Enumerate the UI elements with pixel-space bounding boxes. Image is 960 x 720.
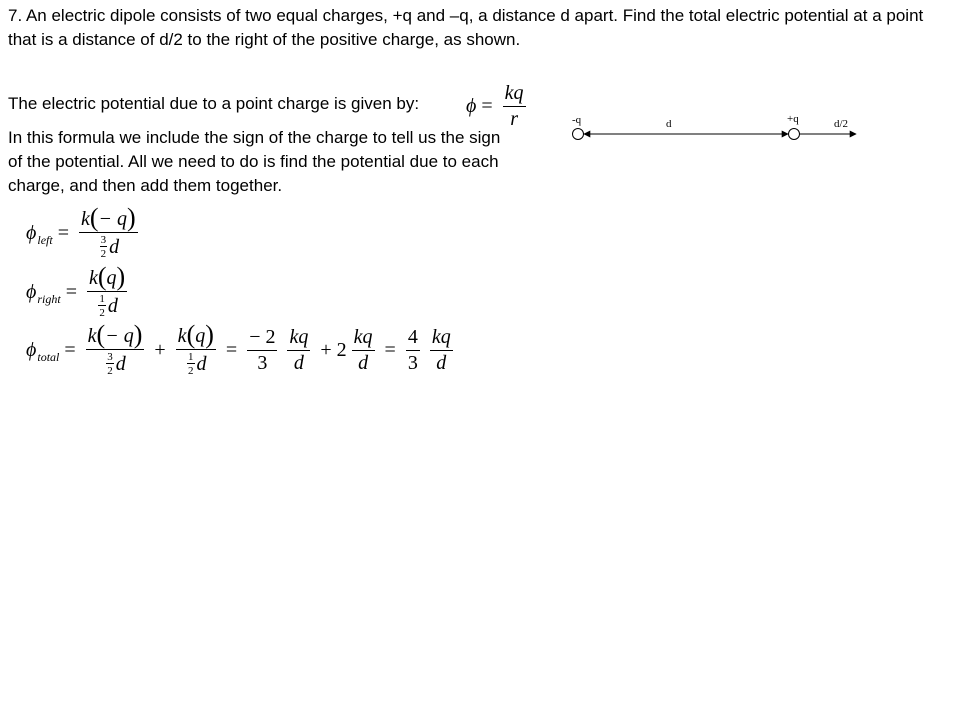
positive-charge-circle (789, 129, 800, 140)
fraction-numerator: k(− q) (80, 203, 136, 232)
phi-right-equation (26, 262, 132, 319)
fraction-numerator: k(− q) (87, 320, 143, 349)
positive-charge-label: +q (787, 113, 799, 125)
kq-over-r-fraction (503, 82, 526, 131)
distance-d-label: d (666, 118, 672, 130)
negative-charge-label: -q (572, 114, 582, 126)
fraction-numerator: kq (503, 82, 526, 107)
equals-sign: = (57, 222, 69, 244)
right-fraction (87, 262, 127, 319)
fraction-denominator: $\frac{3}{2}$ d (100, 234, 120, 260)
phi-symbol: ϕ (26, 281, 37, 303)
negative-charge-circle (573, 129, 584, 140)
fraction-denominator: r (510, 108, 518, 130)
equals-sign: = (64, 339, 76, 361)
point-charge-formula (466, 82, 531, 131)
phi-left-equation (26, 203, 143, 260)
minus-two-thirds: $\frac{- 2}{3}$ (249, 326, 276, 374)
left-fraction (79, 203, 138, 260)
fraction-denominator: $\frac{1}{2}$ d (188, 351, 207, 377)
total-term-right (176, 320, 216, 377)
four-thirds: $\frac{4}{3}$ (407, 326, 418, 374)
total-term-left (86, 320, 145, 377)
fraction-denominator: $\frac{3}{2}$ d (107, 351, 126, 377)
phi-symbol: ϕ (26, 222, 37, 244)
dipole-diagram (560, 108, 860, 148)
problem-statement: 7. An electric dipole consists of two equal charges, +q and –q, a distance d apart. Find the total electric potential at a point that is a distance of d/2 to the right of the positive charge, as shown. (8, 6, 924, 49)
equals-sign: = (384, 339, 396, 361)
coefficient-two: 2 (336, 339, 347, 361)
one-half: $\frac{1}{2}$ (99, 293, 105, 319)
kq-over-d: $\frac{kq}{d}$ (431, 326, 451, 374)
equals-sign: = (225, 339, 238, 361)
three-halves: $\frac{3}{2}$ (100, 234, 107, 260)
kq-over-d: $\frac{kq}{d}$ (353, 326, 373, 374)
fraction-numerator: k(q) (177, 320, 214, 349)
fraction-numerator: k(q) (88, 262, 126, 291)
one-half: $\frac{1}{2}$ (188, 351, 194, 377)
phi-symbol: ϕ (26, 339, 37, 361)
point-charge-intro: The electric potential due to a point charge is given by: (8, 94, 420, 113)
three-halves: $\frac{3}{2}$ (107, 351, 113, 377)
subscript-left: left (37, 233, 53, 247)
fraction-denominator: $\frac{1}{2}$ d (99, 293, 118, 319)
phi-total-equation (26, 320, 458, 377)
equals-sign: = (481, 95, 493, 117)
subscript-total: total (37, 350, 60, 364)
equals-sign: = (65, 281, 77, 303)
kq-over-d: $\frac{kq}{d}$ (289, 326, 309, 374)
subscript-right: right (37, 292, 61, 306)
plus-sign: + (154, 339, 166, 361)
explanation-paragraph: In this formula we include the sign of the charge to tell us the sign of the potential. All we need to do is find the potential due to each charge, and then add them together. (8, 128, 501, 195)
distance-half-d-label: d/2 (834, 118, 849, 130)
phi-symbol: ϕ (466, 95, 477, 117)
plus-sign: + (320, 339, 332, 361)
